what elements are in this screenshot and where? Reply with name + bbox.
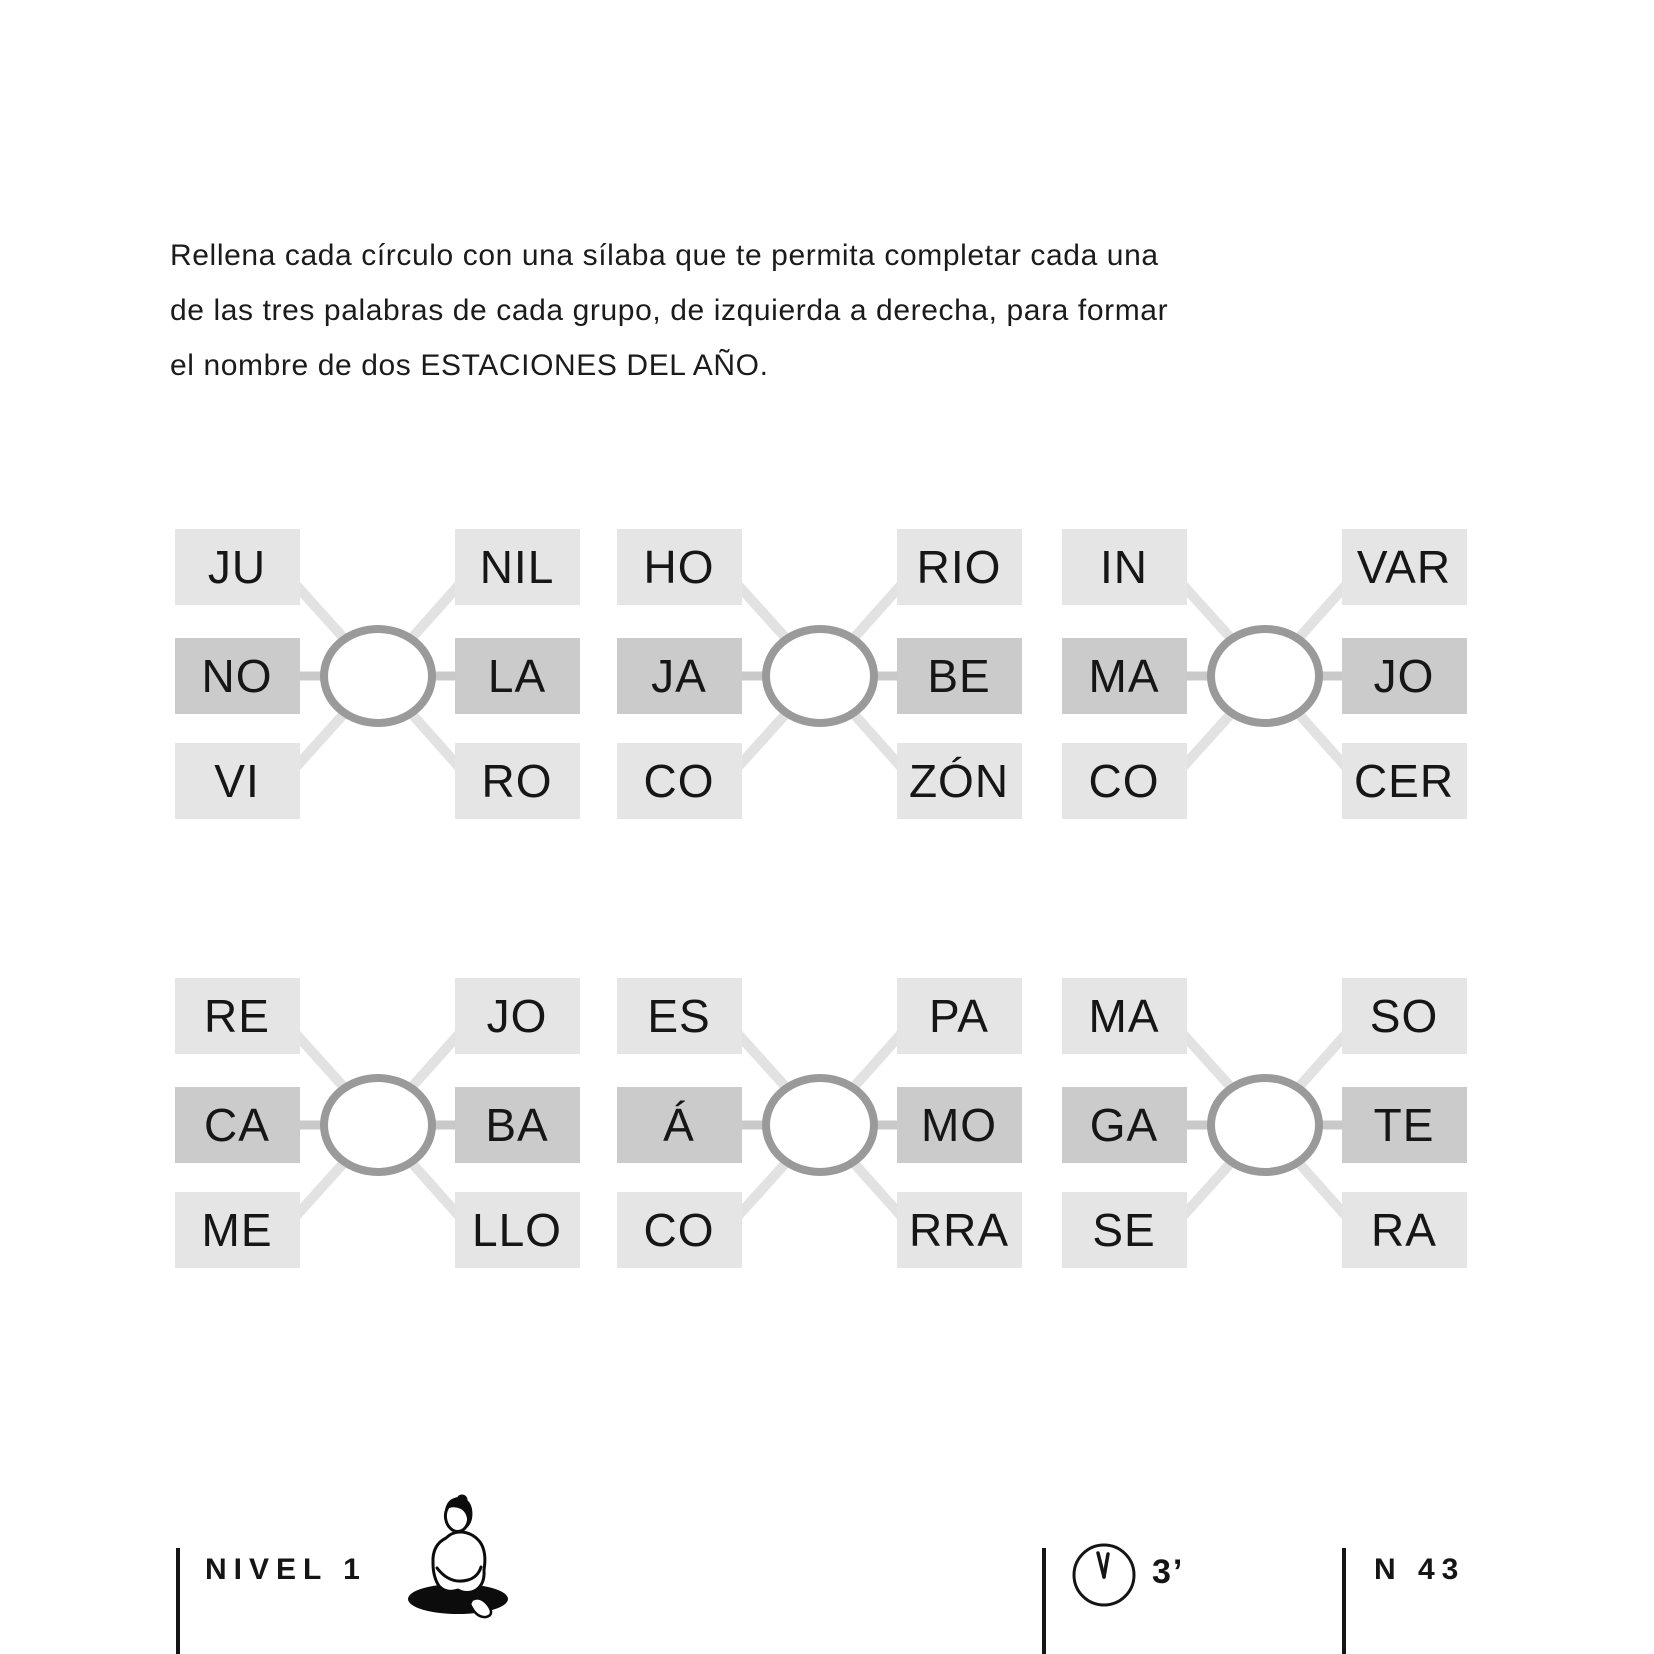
syllable-label: MA	[1088, 650, 1160, 702]
instruction-line: el nombre de dos ESTACIONES DEL AÑO.	[170, 349, 769, 382]
syllable-label: JU	[207, 541, 267, 593]
syllable-label: ZÓN	[908, 755, 1010, 807]
syllable-label: GA	[1089, 1099, 1159, 1151]
answer-circle[interactable]	[766, 629, 874, 723]
level-label: NIVEL 1	[205, 1553, 367, 1586]
syllable-label: VI	[214, 755, 260, 807]
syllable-label: HO	[643, 541, 715, 593]
footer-divider	[1342, 1548, 1346, 1654]
syllable-label: CO	[643, 755, 715, 807]
syllable-label: ME	[201, 1204, 273, 1256]
syllable-label: JA	[651, 650, 707, 702]
instruction-line: de las tres palabras de cada grupo, de izquierda a derecha, para formar	[170, 294, 1169, 327]
syllable-group-4	[175, 978, 580, 1270]
footer-divider	[176, 1548, 180, 1654]
syllable-label: SO	[1369, 990, 1439, 1042]
syllable-label: MO	[920, 1099, 998, 1151]
syllable-label: ES	[647, 990, 711, 1042]
syllable-label: JO	[1373, 650, 1435, 702]
syllable-label: RA	[1371, 1204, 1437, 1256]
time-label: 3’	[1152, 1553, 1185, 1591]
syllable-label: BA	[485, 1099, 549, 1151]
syllable-label: PA	[929, 990, 989, 1042]
instruction-text	[170, 228, 1410, 393]
syllable-label: VAR	[1356, 541, 1452, 593]
puzzle-number: N 43	[1374, 1553, 1466, 1586]
answer-circle[interactable]	[766, 1078, 874, 1172]
syllable-label: JO	[486, 990, 548, 1042]
syllable-label: IN	[1100, 541, 1148, 593]
syllable-label: CO	[1088, 755, 1160, 807]
answer-circle[interactable]	[1211, 1078, 1319, 1172]
syllable-label: RIO	[916, 541, 1002, 593]
syllable-group-5	[617, 978, 1022, 1270]
syllable-group-2	[617, 529, 1022, 821]
answer-circle[interactable]	[324, 629, 432, 723]
syllable-group-6	[1062, 978, 1467, 1270]
syllable-label: SE	[1092, 1204, 1156, 1256]
syllable-label: BE	[927, 650, 991, 702]
syllable-label: RO	[481, 755, 553, 807]
syllable-label: Á	[663, 1099, 695, 1151]
syllable-label: NIL	[479, 541, 555, 593]
syllable-label: MA	[1088, 990, 1160, 1042]
answer-circle[interactable]	[324, 1078, 432, 1172]
footer-divider	[1042, 1548, 1046, 1654]
answer-circle[interactable]	[1211, 629, 1319, 723]
syllable-label: NO	[201, 650, 273, 702]
syllable-label: RE	[204, 990, 270, 1042]
syllable-group-3	[1062, 529, 1467, 821]
syllable-label: TE	[1373, 1099, 1435, 1151]
clock-icon	[1071, 1542, 1137, 1613]
instruction-line: Rellena cada círculo con una sílaba que te permita completar cada una	[170, 239, 1159, 272]
syllable-label: RRA	[908, 1204, 1010, 1256]
syllable-label: LLO	[472, 1204, 562, 1256]
syllable-group-1	[175, 529, 580, 821]
person-meditating-icon	[406, 1494, 512, 1625]
syllable-label: CO	[643, 1204, 715, 1256]
syllable-label: LA	[487, 650, 547, 702]
syllable-label: CER	[1353, 755, 1455, 807]
syllable-label: CA	[204, 1099, 270, 1151]
